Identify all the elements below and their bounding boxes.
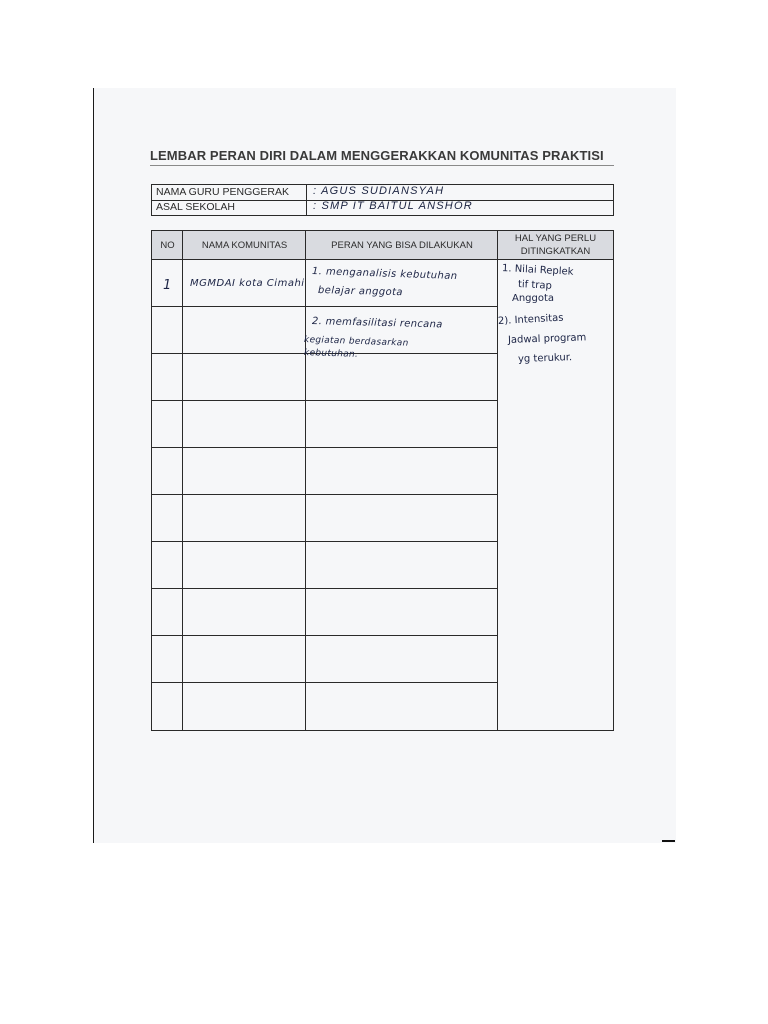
scan-edge-mark — [662, 840, 675, 842]
row-line-7 — [152, 588, 498, 589]
row-line-1 — [152, 306, 498, 307]
school-value: : SMP IT BAITUL ANSHOR — [313, 200, 473, 212]
header-community — [183, 231, 306, 260]
row1-role-1a: 1. menganalisis kebutuhan — [311, 266, 458, 283]
row1-community: MGMDAI kota Cimahi — [190, 278, 305, 289]
row-line-4 — [152, 447, 498, 448]
row-line-5 — [152, 494, 498, 495]
header-community-text: NAMA KOMUNITAS — [201, 239, 288, 251]
row1-improve-2b: Jadwal program — [507, 332, 587, 346]
row-line-6 — [152, 541, 498, 542]
header-improve — [498, 231, 613, 260]
row1-improve-1c: Anggota — [512, 293, 555, 304]
row1-improve-2a: 2). Intensitas — [497, 312, 564, 327]
title-underline — [150, 165, 614, 166]
row1-number: 1 — [163, 278, 172, 293]
header-no — [152, 231, 183, 260]
header-role-text: PERAN YANG BISA DILAKUKAN — [331, 239, 473, 251]
header-no-text: NO — [160, 239, 175, 251]
row1-role-2a: 2. memfasilitasi rencana — [311, 316, 443, 331]
row-line-9 — [152, 682, 498, 683]
header-improve-line2: DITINGKATKAN — [520, 246, 591, 257]
row1-improve-2c: yg terukur. — [517, 352, 573, 365]
community-role-table — [151, 230, 614, 731]
row-line-8 — [152, 635, 498, 636]
info-row-school — [152, 200, 613, 215]
row1-role-1b: belajar anggota — [317, 285, 404, 299]
row-line-3 — [152, 400, 498, 401]
teacher-info-table — [151, 184, 614, 216]
header-role — [306, 231, 498, 260]
school-label: ASAL SEKOLAH — [156, 201, 235, 213]
info-row-name — [152, 185, 613, 201]
row1-role-2b: kegiatan berdasarkan — [303, 335, 409, 349]
teacher-name-value: : AGUS SUDIANSYAH — [313, 185, 445, 197]
row1-improve-1b: tif trap — [517, 279, 553, 292]
info-column-divider — [306, 185, 307, 215]
header-improve-line1: HAL YANG PERLU — [514, 233, 597, 244]
row1-role-2c: kebutuhan. — [303, 348, 359, 360]
document-title: LEMBAR PERAN DIRI DALAM MENGGERAKKAN KOMUNITAS PRAKTISI — [150, 148, 604, 163]
teacher-name-label: NAMA GURU PENGGERAK — [156, 186, 290, 198]
row1-improve-1a: 1. Nilai Replek — [501, 263, 574, 278]
